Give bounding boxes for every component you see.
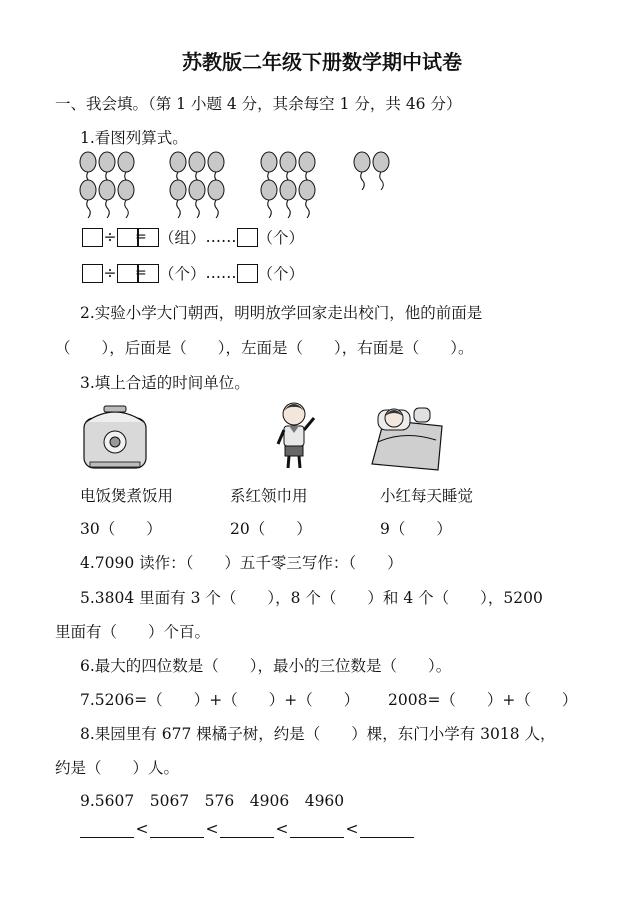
- q5-line2: 里面有（ ）个百。: [55, 623, 211, 641]
- q2-line2: （ ），后面是（ ），左面是（ ），右面是（ ）。: [55, 339, 474, 357]
- section1-heading: 一、我会填。（第 1 小题 4 分，其余每空 1 分，共 46 分）: [55, 95, 462, 113]
- q1-row2: ÷ = （个）…… （个）: [82, 262, 304, 284]
- balloon-icon: [280, 152, 296, 172]
- q7-part1: 7.5206=（ ）+（ ）+（ ）: [80, 691, 360, 709]
- balloon-string: [177, 200, 181, 218]
- q7-part2: 2008=（ ）+（ ）: [388, 691, 578, 709]
- q5-line1: 5.3804 里面有 3 个（ ），8 个（ ）和 4 个（ ），5200: [80, 589, 543, 607]
- balloon-icon: [118, 152, 134, 172]
- balloon-string: [196, 200, 200, 218]
- q3-caption-2: 系红领巾用: [230, 487, 308, 505]
- q9-ordering-blanks: < < < <: [80, 820, 414, 838]
- balloon-icon: [170, 152, 186, 172]
- girl-sleeping-illustration: [364, 400, 446, 472]
- q6-text: 6.最大的四位数是（ ），最小的三位数是（ ）。: [80, 657, 452, 675]
- balloon-icon: [208, 152, 224, 172]
- q9-text: 9.5607 5067 576 4906 4960: [80, 792, 345, 810]
- balloon-icon: [299, 152, 315, 172]
- answer-box[interactable]: [237, 264, 258, 283]
- answer-blank[interactable]: [80, 821, 134, 838]
- q3-caption-1: 电饭煲煮饭用: [80, 487, 174, 505]
- q3-answer-1: 30（ ）: [80, 520, 162, 538]
- balloon-icon: [99, 180, 115, 200]
- balloon-icon: [208, 180, 224, 200]
- q3-answer-2: 20（ ）: [230, 520, 312, 538]
- balloon-icon: [99, 152, 115, 172]
- balloon-icon: [354, 152, 370, 172]
- q8-line2: 约是（ ）人。: [55, 759, 180, 777]
- balloon-icon: [261, 152, 277, 172]
- balloon-string: [287, 200, 291, 218]
- balloon-icon: [80, 152, 96, 172]
- balloon-icon: [280, 180, 296, 200]
- answer-box[interactable]: [82, 264, 103, 283]
- balloon-string: [87, 200, 91, 218]
- balloon-icon: [189, 152, 205, 172]
- balloon-string: [125, 200, 129, 218]
- q4-text: 4.7090 读作：（ ）五千零三写作：（ ）: [80, 554, 403, 572]
- balloon-string: [380, 172, 384, 190]
- q3-caption-3: 小红每天睡觉: [380, 487, 474, 505]
- balloon-string: [106, 200, 110, 218]
- page-title: 苏教版二年级下册数学期中试卷: [182, 50, 462, 74]
- q1-row1: ÷ = （组）…… （个）: [82, 226, 304, 248]
- answer-blank[interactable]: [220, 821, 274, 838]
- q1-text: 1.看图列算式。: [80, 129, 188, 147]
- q8-line1: 8.果园里有 677 棵橘子树，约是（ ）棵，东门小学有 3018 人，: [80, 725, 556, 743]
- balloon-string: [361, 172, 365, 190]
- balloon-string: [306, 200, 310, 218]
- answer-blank[interactable]: [150, 821, 204, 838]
- balloon-icon: [118, 180, 134, 200]
- q3-answer-3: 9（ ）: [380, 520, 452, 538]
- balloon-icon: [373, 152, 389, 172]
- q3-text: 3.填上合适的时间单位。: [80, 374, 250, 392]
- balloon-icon: [261, 180, 277, 200]
- child-with-scarf-illustration: [270, 400, 320, 472]
- answer-box[interactable]: [138, 228, 159, 247]
- balloon-string: [215, 200, 219, 218]
- answer-blank[interactable]: [290, 821, 344, 838]
- balloon-icon: [80, 180, 96, 200]
- answer-box[interactable]: [82, 228, 103, 247]
- balloon-icon: [170, 180, 186, 200]
- answer-box[interactable]: [237, 228, 258, 247]
- balloon-string: [268, 200, 272, 218]
- balloon-icon: [299, 180, 315, 200]
- balloon-groups-figure: [76, 150, 476, 220]
- answer-blank[interactable]: [360, 821, 414, 838]
- rice-cooker-illustration: [78, 398, 152, 472]
- q2-line1: 2.实验小学大门朝西，明明放学回家走出校门，他的前面是: [80, 304, 483, 322]
- answer-box[interactable]: [138, 264, 159, 283]
- balloon-icon: [189, 180, 205, 200]
